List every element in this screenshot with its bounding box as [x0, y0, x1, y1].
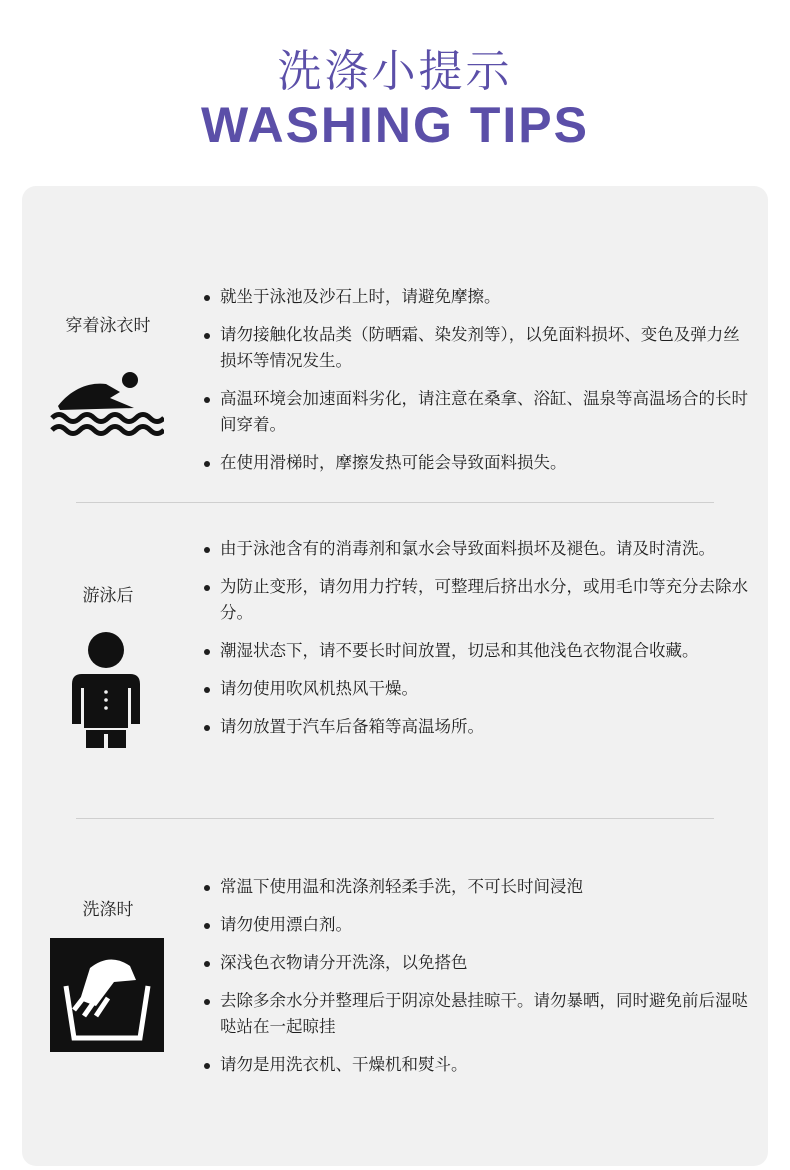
page-title-zh: 洗涤小提示 [277, 46, 513, 97]
list-item: 请勿是用洗衣机、干燥机和熨斗。 [204, 1052, 749, 1078]
section-bullets [204, 874, 749, 1090]
divider [76, 818, 714, 819]
section-label: 游泳后 [82, 586, 134, 606]
section-bullets [204, 284, 749, 488]
section-bullets [204, 536, 749, 752]
list-item: 请勿放置于汽车后备箱等高温场所。 [204, 714, 749, 740]
list-item: 深浅色衣物请分开洗涤，以免搭色 [204, 950, 749, 976]
list-item: 高温环境会加速面料劣化，请注意在桑拿、浴缸、温泉等高温场合的长时间穿着。 [204, 386, 749, 438]
section-label: 穿着泳衣时 [65, 316, 151, 336]
list-item: 请勿接触化妆品类（防晒霜、染发剂等），以免面料损坏、变色及弹力丝损坏等情况发生。 [204, 322, 749, 374]
swimmer-icon [50, 366, 164, 436]
divider [76, 502, 714, 503]
list-item: 去除多余水分并整理后于阴凉处悬挂晾干。请勿暴晒，同时避免前后湿哒哒站在一起晾挂 [204, 988, 749, 1040]
list-item: 由于泳池含有的消毒剂和氯水会导致面料损坏及褪色。请及时清洗。 [204, 536, 749, 562]
list-item: 就坐于泳池及沙石上时，请避免摩擦。 [204, 284, 749, 310]
list-item: 请勿使用漂白剂。 [204, 912, 749, 938]
list-item: 在使用滑梯时，摩擦发热可能会导致面料损失。 [204, 450, 749, 476]
section-label: 洗涤时 [82, 900, 134, 920]
list-item: 为防止变形，请勿用力拧转，可整理后挤出水分，或用毛巾等充分去除水分。 [204, 574, 749, 626]
list-item: 潮湿状态下，请不要长时间放置，切忌和其他浅色衣物混合收藏。 [204, 638, 749, 664]
list-item: 常温下使用温和洗涤剂轻柔手洗，不可长时间浸泡 [204, 874, 749, 900]
person-icon [68, 630, 144, 750]
hand-wash-icon [50, 938, 164, 1052]
tips-card [22, 186, 768, 1166]
list-item: 请勿使用吹风机热风干燥。 [204, 676, 749, 702]
page-title-en: WASHING TIPS [201, 97, 589, 153]
